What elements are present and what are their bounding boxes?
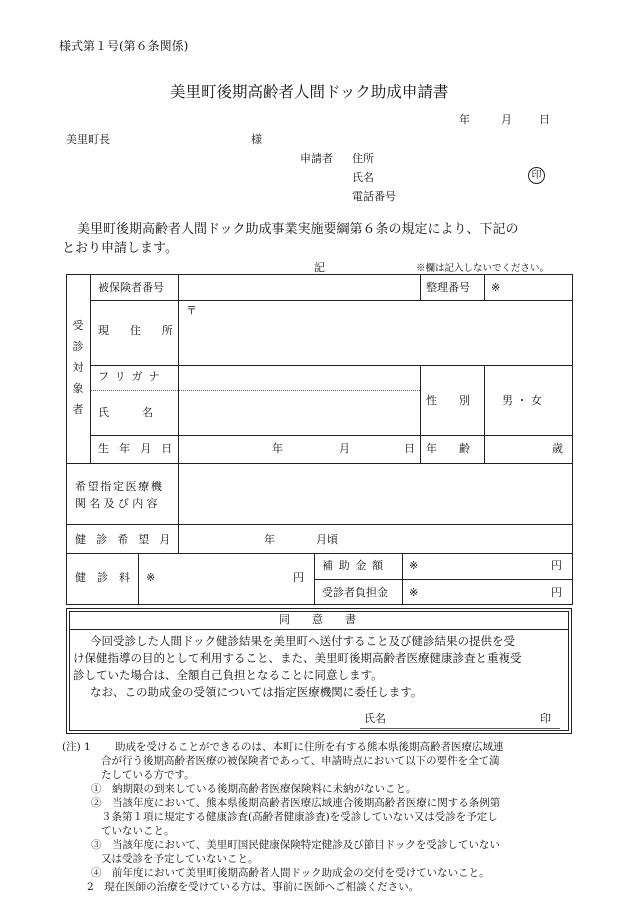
hospital-label-line-1: 希望指定医療機 bbox=[75, 480, 164, 493]
fee-label: 健 診 料 bbox=[75, 571, 130, 584]
condition-2-line-2: ３条第１項に規定する健康診査(高齢者健康診査)を受診していない又は受診を予定し bbox=[101, 811, 498, 823]
hospital-label-line-2: 関名及び内容 bbox=[75, 497, 161, 510]
name-label: 氏 名 bbox=[98, 406, 153, 419]
copay-label: 受診者負担金 bbox=[322, 586, 388, 599]
ref-number-mark: ※ bbox=[491, 281, 501, 294]
seal-icon: 印 bbox=[528, 167, 545, 184]
consent-seal: 印 bbox=[540, 712, 551, 725]
section-char-3: 対 bbox=[72, 361, 84, 374]
consent-name-label: 氏名 bbox=[364, 712, 386, 725]
note-1-line-3: たしている方です。 bbox=[101, 769, 195, 781]
age-label: 年 齢 bbox=[426, 442, 470, 455]
gender-label: 性 別 bbox=[426, 394, 470, 407]
note-1-line-2: 合が行う後期高齢者医療の被保険者であって、申請時点において以下の要件を全て満 bbox=[101, 755, 500, 767]
birth-year: 年 bbox=[272, 442, 283, 455]
fee-yen: 円 bbox=[293, 571, 304, 584]
postal-mark: 〒 bbox=[186, 304, 197, 317]
page-title: 美里町後期高齢者人間ドック助成申請書 bbox=[170, 83, 449, 101]
fee-mark: ※ bbox=[146, 571, 156, 584]
section-char-2: 診 bbox=[72, 340, 84, 353]
intro-line-2: とおり申請します。 bbox=[62, 241, 178, 256]
consent-title: 同 意 書 bbox=[279, 613, 356, 626]
desired-month: 月頃 bbox=[316, 533, 338, 546]
condition-3-line-1: ③ 当該年度において、美里町国民健康保険特定健診及び節目ドックを受診していない bbox=[91, 839, 500, 851]
age-unit: 歳 bbox=[552, 442, 563, 455]
note-2: 2 現在医師の治療を受けている方は、事前に医師へご相談ください。 bbox=[87, 881, 420, 893]
intro-line-1: 美里町後期高齢者人間ドック助成事業実施要綱第６条の規定により、下記の bbox=[77, 222, 519, 237]
desired-year: 年 bbox=[264, 533, 275, 546]
ki-heading: 記 bbox=[314, 261, 325, 274]
birth-day: 日 bbox=[404, 442, 415, 455]
date-month: 月 bbox=[501, 113, 512, 126]
furigana-field[interactable] bbox=[180, 366, 418, 390]
section-char-4: 象 bbox=[72, 382, 84, 395]
condition-4: ④ 前年度において美里町後期高齢者人間ドック助成金の交付を受けていないこと。 bbox=[91, 867, 490, 879]
condition-2-line-3: ていないこと。 bbox=[101, 825, 175, 837]
insured-number-field[interactable] bbox=[180, 276, 418, 300]
subsidy-label: 補 助 金 額 bbox=[322, 559, 385, 572]
gender-value[interactable]: 男 ・ 女 bbox=[502, 394, 542, 407]
birthdate-label: 生 年 月 日 bbox=[98, 442, 176, 455]
copay-yen: 円 bbox=[551, 586, 562, 599]
addressee: 美里町長 bbox=[66, 133, 110, 146]
subsidy-yen: 円 bbox=[551, 559, 562, 572]
applicant-phone-label: 電話番号 bbox=[352, 190, 396, 203]
date-day: 日 bbox=[539, 113, 550, 126]
ref-number-label: 整理番号 bbox=[426, 281, 470, 294]
consent-line-3: 診していた場合は、全額自己負担となることに同意します。 bbox=[73, 668, 383, 682]
note-right: ※欄は記入しないでください。 bbox=[416, 263, 550, 274]
address-field[interactable] bbox=[180, 301, 570, 365]
copay-mark: ※ bbox=[409, 586, 419, 599]
name-field[interactable] bbox=[180, 392, 418, 434]
furigana-label: フリガナ bbox=[98, 370, 166, 383]
notes-prefix: (注) 1 bbox=[62, 741, 91, 753]
addressee-honorific: 様 bbox=[251, 133, 262, 146]
condition-3-line-2: 又は受診を予定していないこと。 bbox=[101, 853, 259, 865]
applicant-name-label: 氏名 bbox=[352, 171, 374, 184]
subsidy-mark: ※ bbox=[409, 559, 419, 572]
note-1-line-1: 助成を受けることができるのは、本町に住所を有する熊本県後期高齢者医療広域連 bbox=[115, 741, 504, 753]
date-year: 年 bbox=[459, 113, 470, 126]
insured-number-label: 被保険者番号 bbox=[98, 281, 164, 294]
section-char-1: 受 bbox=[72, 319, 84, 332]
consent-line-4: なお、この助成金の受領については指定医療機関に委任します。 bbox=[90, 685, 423, 699]
condition-1: ① 納期限の到来している後期高齢者医療保険料に未納がないこと。 bbox=[91, 783, 417, 795]
consent-line-2: け保健指導の目的として利用すること、また、美里町後期高齢者医療健康診査と重複受 bbox=[73, 651, 522, 665]
condition-2-line-1: ② 当該年度において、熊本県後期高齢者医療広域連合後期高齢者医療に関する条例第 bbox=[91, 797, 501, 809]
hospital-field[interactable] bbox=[180, 466, 570, 524]
address-label: 現 住 所 bbox=[98, 324, 178, 337]
applicant-label: 申請者 bbox=[300, 152, 333, 165]
consent-line-1: 今回受診した人間ドック健診結果を美里町へ送付すること及び健診結果の提供を受 bbox=[90, 634, 516, 648]
form-number: 様式第１号(第６条関係) bbox=[59, 39, 189, 53]
desired-month-label: 健 診 希 望 月 bbox=[75, 533, 174, 546]
section-char-5: 者 bbox=[72, 403, 84, 416]
birth-month: 月 bbox=[339, 442, 350, 455]
applicant-address-label: 住所 bbox=[352, 152, 374, 165]
